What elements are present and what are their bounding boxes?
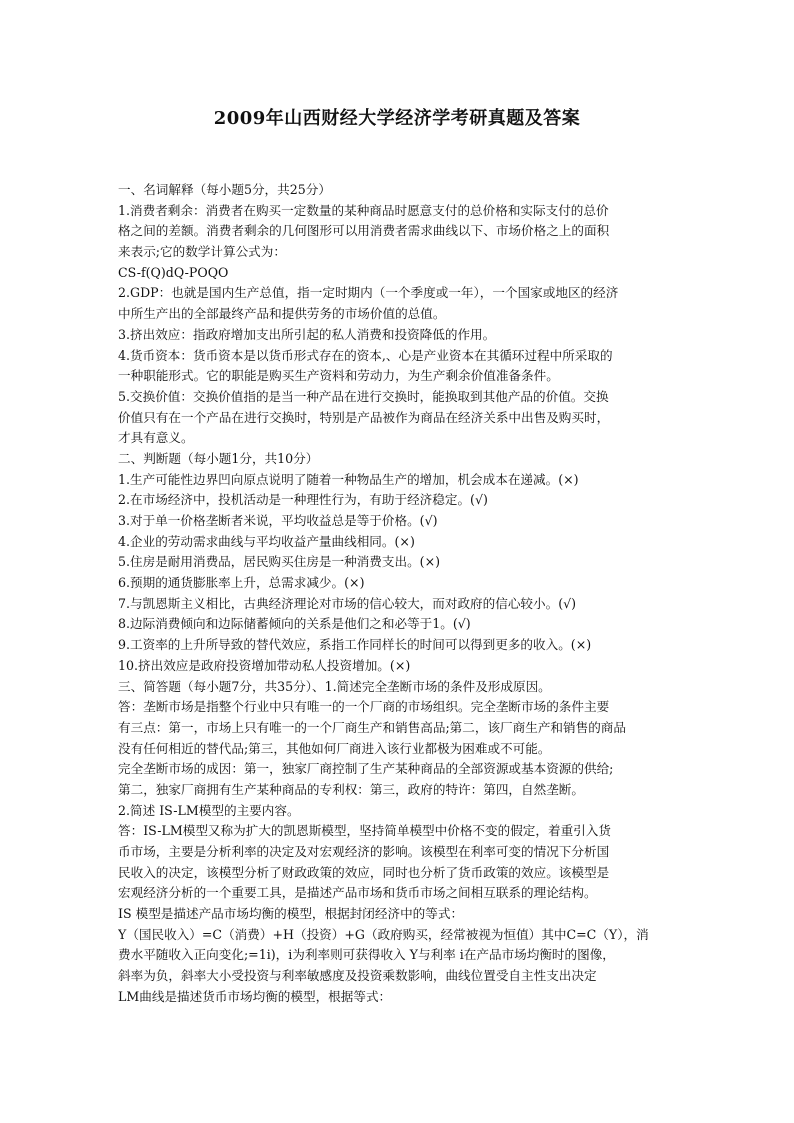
document-body (118, 180, 684, 1008)
text-line: 民收入的决定，该模型分析了财政政策的效应，同时也分析了货币政策的效应。该模型是 (118, 864, 610, 880)
page-title: 2009年山西财经大学经济学考研真题及答案 (213, 108, 581, 129)
text-line: 一、名词解释（每小题5分，共25分） (118, 182, 331, 197)
text-line: 4.货币资本：货币资本是以货币形式存在的资本,、心是产业资本在其循环过程中所采取的 (118, 347, 613, 363)
text-line: LM曲线是描述货币市场均衡的模型，根据等式： (118, 988, 392, 1004)
text-line: 5.住房是耐用消费品，居民购买住房是一种消费支出。(×) (118, 554, 441, 570)
text-line: 2.在市场经济中，投机活动是一种理性行为，有助于经济稳定。(√) (118, 492, 488, 508)
text-line: 来表示;它的数学计算公式为： (118, 244, 286, 260)
text-line: 宏观经济分析的一个重要工具，是描述产品市场和货币市场之间相互联系的理论结构。 (118, 885, 597, 901)
text-line: 费水平随收入正向变化;=1i)，i为利率则可获得收入 Y与利率 i在产品市场均衡时的图像， (118, 947, 615, 963)
text-line: 2.简述 IS-LM模型的主要内容。 (118, 802, 300, 818)
text-line: 币市场，主要是分析利率的决定及对宏观经济的影响。该模型在利率可变的情况下分析国 (118, 844, 610, 859)
text-line: 1.生产可能性边界凹向原点说明了随着一种物品生产的增加，机会成本在递减。(×) (118, 471, 579, 487)
text-line: 没有任何相近的替代品;第三，其他如何厂商进入该行业都极为困难或不可能。 (118, 740, 551, 756)
text-line: 10.挤出效应是政府投资增加带动私人投资增加。(×) (118, 657, 411, 673)
text-line: 6.预期的通货膨胀率上升，总需求减少。(×) (118, 575, 365, 591)
text-line: IS 模型是描述产品市场均衡的模型，根据封闭经济中的等式： (118, 906, 464, 922)
text-line: CS-f(Q)dQ-POQO (118, 264, 229, 280)
text-line: 1.消费者剩余：消费者在购买一定数量的某种商品时愿意支付的总价格和实际支付的总价 (118, 202, 609, 218)
text-line: 答：垄断市场是指整个行业中只有唯一的一个厂商的市场组织。完全垄断市场的条件主要 (118, 699, 610, 715)
text-line: 9.工资率的上升所导致的替代效应，系指工作同样长的时间可以得到更多的收入。(×) (118, 637, 592, 653)
text-line: 3.对于单一价格垄断者米说，平均收益总是等于价格。(√) (118, 513, 438, 528)
text-line: 三、简答题（每小题7分，共35分）、1.简述完全垄断市场的条件及形成原因。 (118, 678, 551, 694)
text-line: 答：IS-LM模型又称为扩大的凯恩斯模型，坚持简单模型中价格不变的假定，着重引入货 (118, 823, 611, 839)
text-line: 有三点：第一，市场上只有唯一的一个厂商生产和销售高品;第二，该厂商生产和销售的商品 (118, 719, 626, 735)
text-line: 2.GDP：也就是国内生产总值，指一定时期内（一个季度或一年），一个国家或地区的经济 (118, 285, 619, 301)
text-line: 一种职能形式。它的职能是购买生产资料和劳动力，为生产剩余价值准备条件。 (118, 368, 559, 384)
text-line: 才具有意义。 (118, 430, 194, 446)
text-line: 4.企业的劳动需求曲线与平均收益产量曲线相同。(×) (118, 533, 415, 549)
text-line: 3.挤出效应：指政府增加支出所引起的私人消费和投资降低的作用。 (118, 326, 496, 342)
text-line: 中所生产出的全部最终产品和提供劳务的市场价值的总值。 (118, 306, 446, 322)
text-line: 价值只有在一个产品在进行交换时，特别是产品被作为商品在经济关系中出售及购买时， (118, 409, 610, 425)
text-line: 5.交换价值：交换价值指的是当一种产品在进行交换时，能换取到其他产品的价值。交换 (118, 388, 609, 404)
text-line: 8.边际消费倾向和边际储蓄倾向的关系是他们之和必等于1。(√) (118, 616, 471, 632)
text-line: 斜率为负，斜率大小受投资与利率敏感度及投资乘数影响，曲线位置受自主性支出决定 (118, 968, 597, 984)
text-line: 第二，独家厂商拥有生产某种商品的专利权：第三，政府的特许：第四，自然垄断。 (118, 781, 584, 797)
text-line: 二、判断题（每小题1分，共10分） (118, 450, 319, 466)
text-line: 格之间的差额。消费者剩余的几何图形可以用消费者需求曲线以下、市场价格之上的面积 (118, 223, 610, 239)
text-line: 7.与凯恩斯主义相比，古典经济理论对市场的信心较大，而对政府的信心较小。(√) (118, 595, 577, 611)
text-line: Y（国民收入）=C（消费）+H（投资）+G（政府购买，经常被视为恒值）其中C=C（Y），消 (118, 926, 649, 942)
text-line: 完全垄断市场的成因：第一，独家厂商控制了生产某种商品的全部资源或基本资源的供给; (118, 761, 614, 777)
